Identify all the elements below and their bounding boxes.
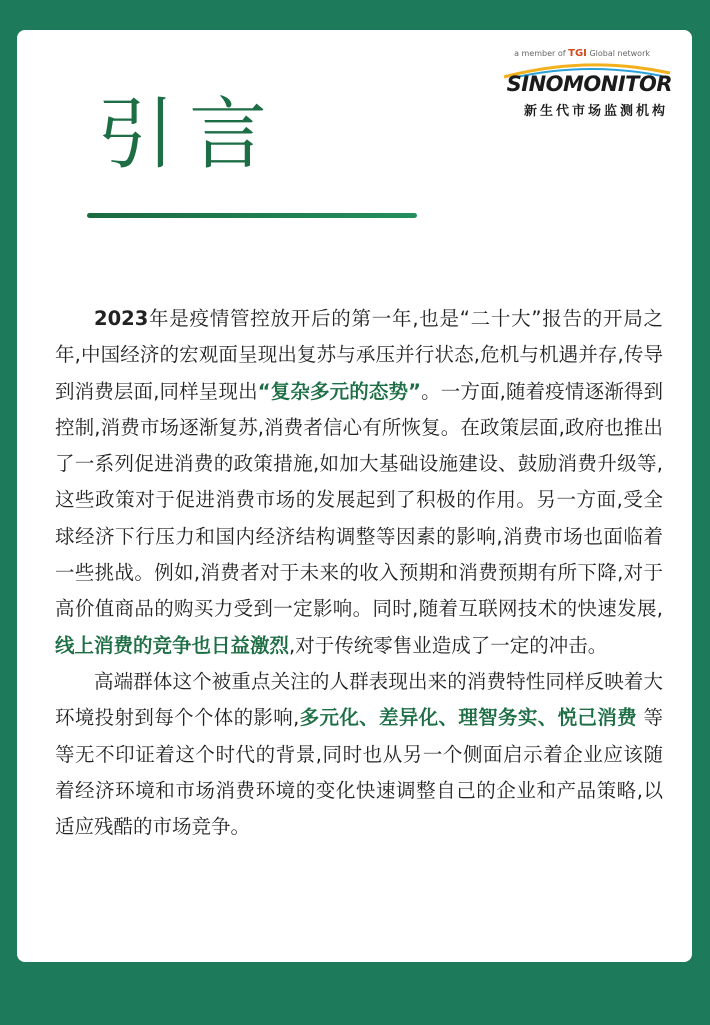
page-title: 引言: [97, 90, 282, 180]
sinomonitor-logo: [492, 44, 672, 130]
highlight-complex-trend: “复杂多元的态势”: [257, 379, 421, 403]
highlight-online-competition: 线上消费的竞争也日益激烈: [55, 633, 290, 657]
page-card: [17, 30, 692, 962]
paragraph-1: 2023年是疫情管控放开后的第一年,也是“二十大”报告的开局之年,中国经济的宏观面呈现出复苏与承压并行状态,危机与机遇并存,传导到消费层面,同样呈现出“复杂多元的态势”。一方面,随着疫情逐渐得到控制,消费市场逐渐复苏,消费者信心有所恢复。在政策层面,政府也推出了一系列促进消费的政策措施,如加大基础设施建设、鼓励消费升级等,这些政策对于促进消费市场的发展起到了积极的作用。另一方面,受全球经济下行压力和国内经济结构调整等因素的影响,消费市场也面临着一些挑战。例如,消费者对于未来的收入预期和消费预期有所下降,对于高价值商品的购买力受到一定影响。同时,随着互联网技术的快速发展,线上消费的竞争也日益激烈,对于传统零售业造成了一定的冲击。: [55, 307, 663, 657]
logo-tagline: a member of TGI Global network: [514, 48, 650, 59]
highlight-consumer-traits: 多元化、差异化、理智务实、悦己消费: [299, 706, 637, 730]
paragraph-2: 高端群体这个被重点关注的人群表现出来的消费特性同样反映着大环境投射到每个个体的影响,多元化、差异化、理智务实、悦己消费 等等无不印证着这个时代的背景,同时也从另一个侧面启示着企业应该随着经济环境和市场消费环境的变化快速调整自己的企业和产品策略,以适应残酷的市场竞争。: [55, 669, 663, 839]
logo-brand: SINOMONITOR: [506, 72, 672, 96]
title-underline: [87, 213, 417, 218]
year-text: 2023: [94, 307, 149, 330]
body-text: [55, 301, 663, 845]
logo-brand-cn: 新生代市场监测机构: [523, 104, 668, 119]
tgi-mark: TGI: [568, 48, 587, 59]
